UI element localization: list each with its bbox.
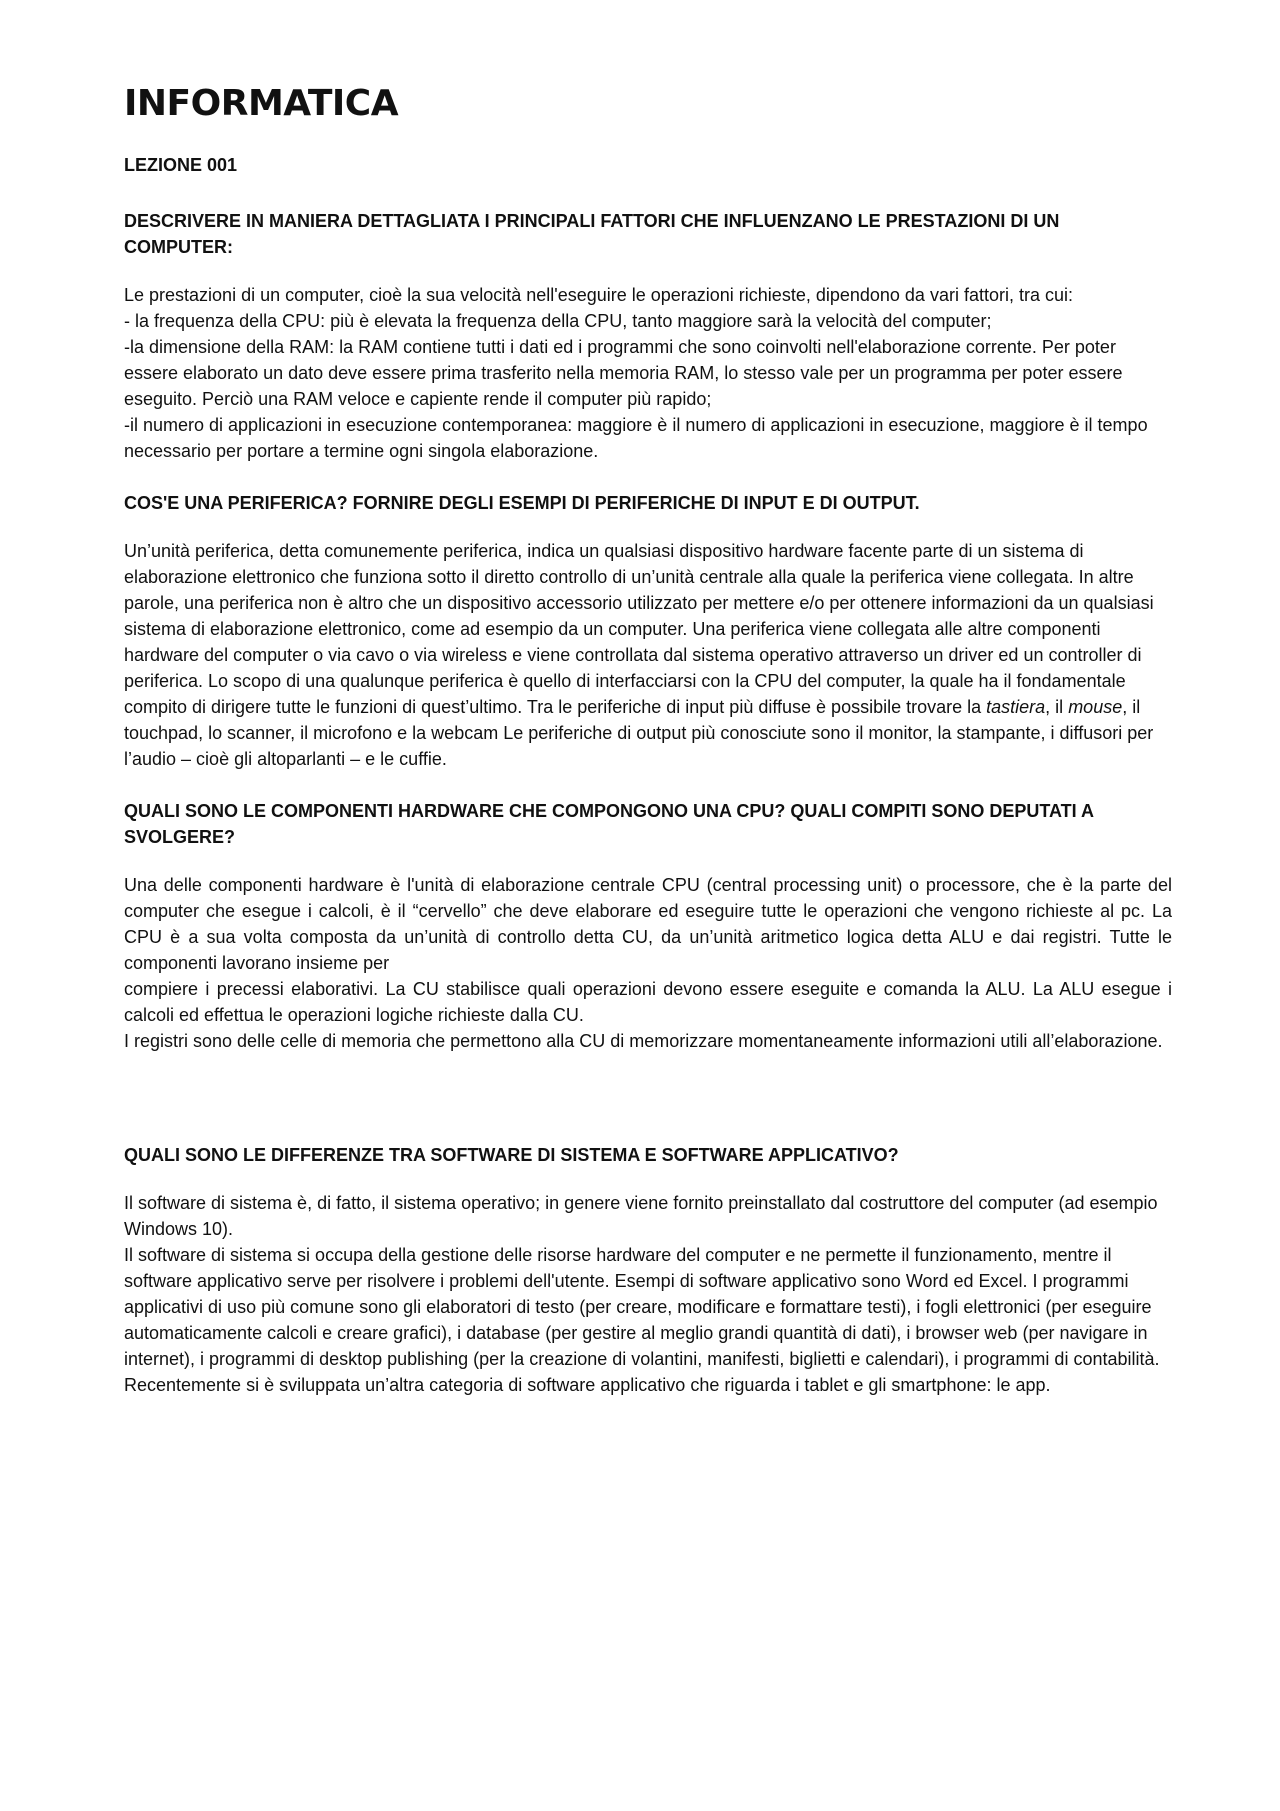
answer-text: Un’unità periferica, detta comunemente periferica, indica un qualsiasi dispositivo hardware facente parte di un sistema di elaborazione elettronico che funziona sotto il diretto controllo di un’unità centrale alla quale la periferica viene collegata. In altre parole, una periferica non è altro che un dispositivo accessorio utilizzato per mettere e/o per ottenere informazioni da un qualsiasi sistema di elaborazione elettronico, come ad esempio da un computer. Una periferica viene collegata alle altre componenti hardware del computer o via cavo o via wireless e viene controllata dal sistema operativo attraverso un driver ed un controller di periferica. Lo scopo di una qualunque periferica è quello di interfacciarsi con la CPU del computer, la quale ha il fondamentale compito di dirigere tutte le funzioni di quest’ultimo. Tra le periferiche di input più diffuse è possibile trovare la bbox=[124, 541, 1154, 717]
answer-performance-factors bbox=[124, 282, 1172, 464]
emphasis-mouse: mouse bbox=[1068, 697, 1123, 717]
answer-paragraph: -il numero di applicazioni in esecuzione contemporanea: maggiore è il numero di applicazioni in esecuzione, maggiore è il tempo necessario per portare a termine ogni singola elaborazione. bbox=[124, 415, 1148, 461]
emphasis-tastiera: tastiera bbox=[986, 697, 1046, 717]
answer-peripherals bbox=[124, 538, 1172, 772]
question-software-types: QUALI SONO LE DIFFERENZE TRA SOFTWARE DI SISTEMA E SOFTWARE APPLICATIVO? bbox=[124, 1145, 899, 1165]
document-page bbox=[124, 78, 1172, 1424]
answer-text: , il touchpad, lo scanner, il microfono e la webcam Le periferiche di output più conosciute sono il monitor, la stampante, i diffusori per l’audio – cioè gli altoparlanti – e le cuffie. bbox=[124, 697, 1154, 769]
question-peripherals: COS'E UNA PERIFERICA? FORNIRE DEGLI ESEMPI DI PERIFERICHE DI INPUT E DI OUTPUT. bbox=[124, 493, 920, 513]
answer-software-types bbox=[124, 1190, 1172, 1398]
answer-paragraph: I registri sono delle celle di memoria che permettono alla CU di memorizzare momentaneamente informazioni utili all’elaborazione. bbox=[124, 1031, 1163, 1051]
answer-text: , il bbox=[1045, 697, 1069, 717]
answer-paragraph: -la dimensione della RAM: la RAM contiene tutti i dati ed i programmi che sono coinvolti nell'elaborazione corrente. Per poter essere elaborato un dato deve essere prima trasferito nella memoria RAM, lo stesso vale per un programma per poter essere eseguito. Perciò una RAM veloce e capiente rende il computer più rapido; bbox=[124, 337, 1123, 409]
answer-paragraph: Le prestazioni di un computer, cioè la sua velocità nell'eseguire le operazioni richieste, dipendono da vari fattori, tra cui: bbox=[124, 285, 1073, 305]
answer-paragraph: compiere i precessi elaborativi. La CU stabilisce quali operazioni devono essere eseguite e comanda la ALU. La ALU esegue i calcoli ed effettua le operazioni logiche richieste dalla CU. bbox=[124, 979, 1172, 1025]
lesson-number: LEZIONE 001 bbox=[124, 155, 238, 175]
answer-paragraph: Il software di sistema è, di fatto, il sistema operativo; in genere viene fornito preinstallato dal costruttore del computer (ad esempio Windows 10). bbox=[124, 1193, 1158, 1239]
answer-paragraph: - la frequenza della CPU: più è elevata la frequenza della CPU, tanto maggiore sarà la velocità del computer; bbox=[124, 311, 992, 331]
document-title: INFORMATICA bbox=[124, 83, 399, 124]
answer-paragraph: Il software di sistema si occupa della gestione delle risorse hardware del computer e ne permette il funzionamento, mentre il software applicativo serve per risolvere i problemi dell'utente. Esempi di software applicativo sono Word ed Excel. I programmi applicativi di uso più comune sono gli elaboratori di testo (per creare, modificare e formattare testi), i fogli elettronici (per eseguire automaticamente calcoli e creare grafici), i database (per gestire al meglio grandi quantità di dati), i browser web (per navigare in internet), i programmi di desktop publishing (per la creazione di volantini, manifesti, biglietti e calendari), i programmi di contabilità. Recentemente si è sviluppata un’altra categoria di software applicativo che riguarda i tablet e gli smartphone: le app. bbox=[124, 1245, 1160, 1395]
answer-paragraph bbox=[124, 538, 1172, 772]
section-spacer bbox=[124, 1080, 1172, 1142]
answer-cpu-components bbox=[124, 872, 1172, 1054]
question-cpu-components: QUALI SONO LE COMPONENTI HARDWARE CHE COMPONGONO UNA CPU? QUALI COMPITI SONO DEPUTATI A SVOLGERE? bbox=[124, 801, 1094, 847]
answer-paragraph: Una delle componenti hardware è l'unità di elaborazione centrale CPU (central processing unit) o processore, che è la parte del computer che esegue i calcoli, è il “cervello” che deve elaborare ed eseguire tutte le operazioni che vengono richieste al pc. La CPU è a sua volta composta da un’unità di controllo detta CU, da un’unità aritmetico logica detta ALU e dai registri. Tutte le componenti lavorano insieme per bbox=[124, 875, 1172, 973]
question-performance-factors: DESCRIVERE IN MANIERA DETTAGLIATA I PRINCIPALI FATTORI CHE INFLUENZANO LE PRESTAZIONI DI UN COMPUTER: bbox=[124, 211, 1060, 257]
